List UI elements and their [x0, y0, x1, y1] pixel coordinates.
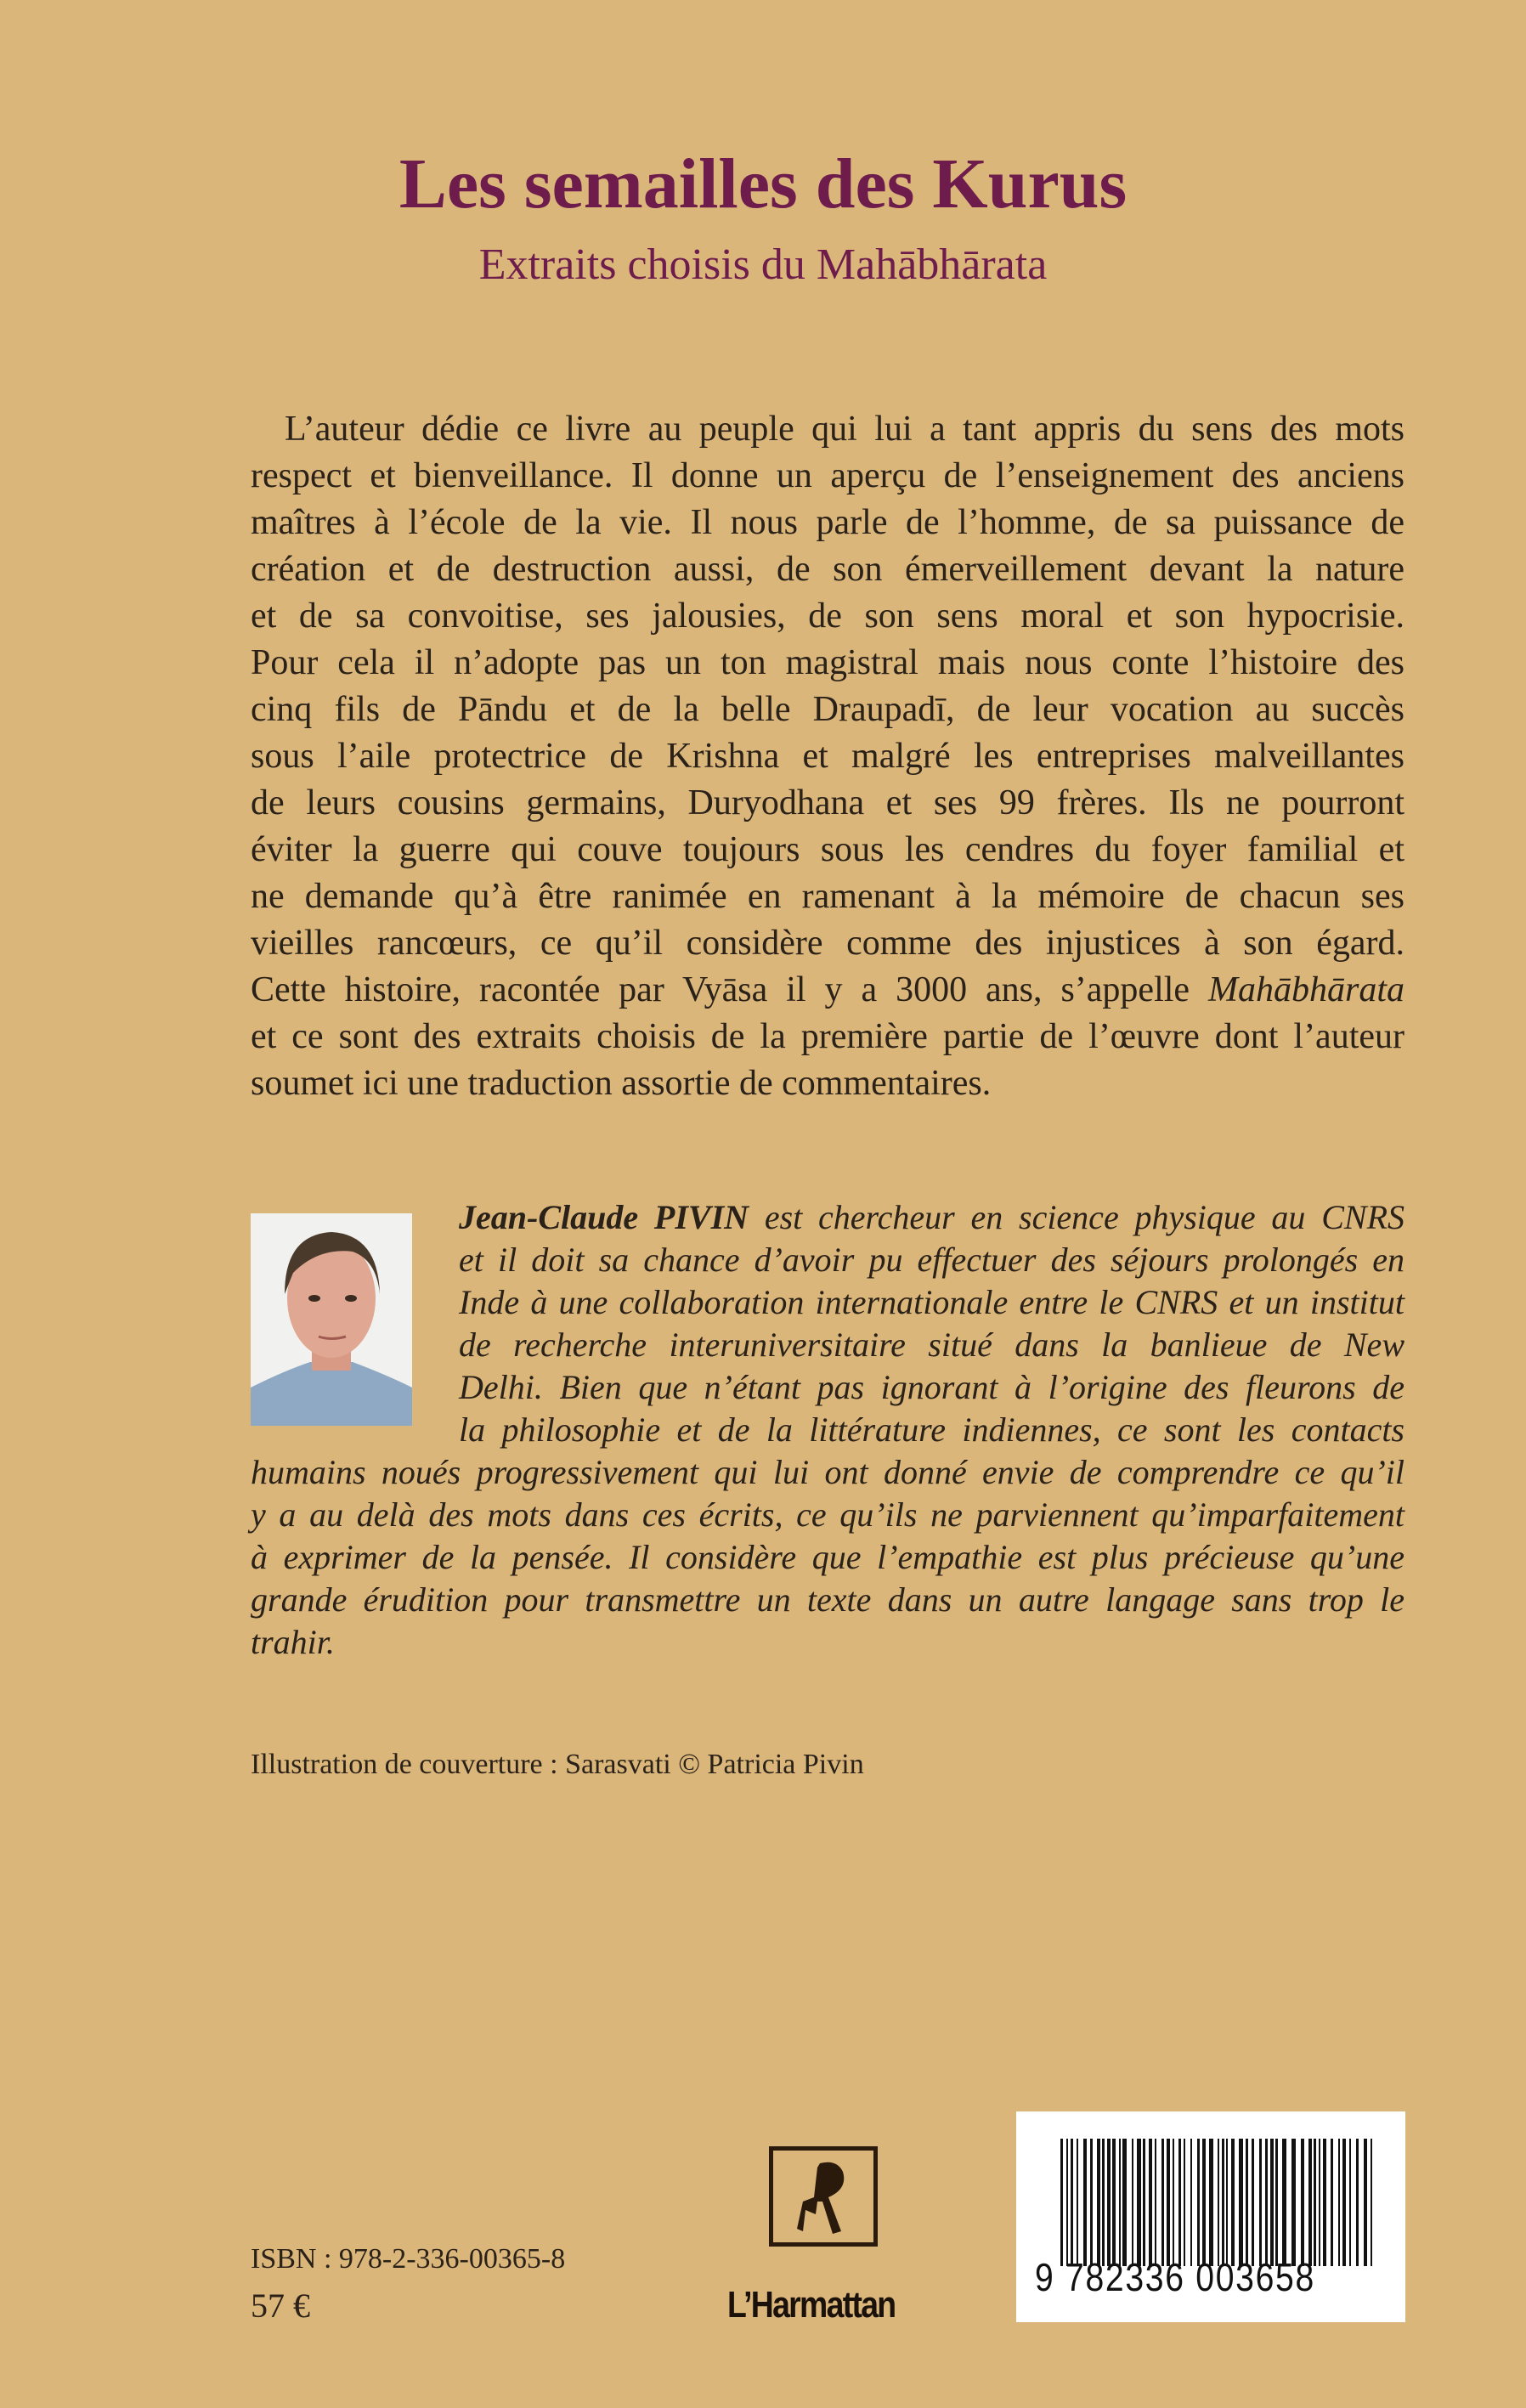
barcode-bar — [1137, 2139, 1141, 2266]
bio-line: de recherche interuniversitaire situé dans la banlieue de New — [459, 1326, 1404, 1364]
barcode-bar — [1083, 2139, 1087, 2266]
barcode-bar — [1218, 2139, 1219, 2266]
bio-line: trahir. — [251, 1623, 335, 1661]
barcode — [1016, 2111, 1405, 2322]
publisher-name: L’Harmattan — [727, 2284, 896, 2326]
barcode-bar — [1149, 2139, 1152, 2266]
bio-line: la philosophie et de la littérature indiennes, ce sont les contacts — [459, 1410, 1404, 1449]
barcode-bar — [1184, 2139, 1185, 2266]
blurb-line: de leurs cousins germains, Duryodhana et ses 99 frères. Ils ne pourront — [251, 783, 1404, 822]
blurb-line: Pour cela il n’adopte pas un ton magistral mais nous conte l’histoire des — [251, 643, 1404, 682]
barcode-bar — [1246, 2139, 1248, 2266]
bio-text: est chercheur en science physique au CNRS — [764, 1198, 1405, 1236]
barcode-bar — [1143, 2139, 1145, 2266]
barcode-bar — [1060, 2139, 1063, 2266]
barcode-bar — [1301, 2139, 1304, 2266]
bio-line: humains noués progressivement qui lui ont donné envie de comprendre ce qu’il — [251, 1453, 1404, 1491]
barcode-bar — [1314, 2139, 1316, 2266]
blurb-line: L’auteur dédie ce livre au peuple qui lui a tant appris du sens des mots — [285, 410, 1404, 449]
barcode-bar — [1270, 2139, 1274, 2266]
barcode-bar — [1066, 2139, 1068, 2266]
barcode-bar — [1190, 2139, 1192, 2266]
barcode-bar — [1107, 2139, 1111, 2266]
blurb-line: respect et bienveillance. Il donne un aperçu de l’enseignement des anciens — [251, 456, 1404, 495]
isbn: ISBN : 978-2-336-00365-8 — [251, 2243, 566, 2275]
book-title: Les semailles des Kurus — [398, 144, 1128, 223]
book-subtitle: Extraits choisis du Mahābhārata — [478, 240, 1048, 289]
author-bio — [251, 1196, 1404, 1664]
barcode-bar — [1265, 2139, 1268, 2266]
barcode-bar — [1077, 2139, 1078, 2266]
bio-line: et il doit sa chance d’avoir pu effectuer des séjours prolongés en — [459, 1241, 1404, 1279]
bio-line: grande érudition pour transmettre un texte dans un autre langage sans trop le — [251, 1580, 1404, 1619]
blurb-line: vieilles rancœurs, ce qu’il considère comme des injustices à son égard. — [251, 924, 1404, 963]
blurb-line: sous l’aile protectrice de Krishna et malgré les entreprises malveillantes — [251, 737, 1404, 776]
barcode-bar — [1323, 2139, 1326, 2266]
barcode-bar — [1090, 2139, 1093, 2266]
bio-line: Inde à une collaboration internationale entre le CNRS et un institut — [459, 1283, 1404, 1321]
blurb-line: et ce sont des extraits choisis de la première partie de l’œuvre dont l’auteur — [251, 1017, 1404, 1056]
barcode-digits: 9 782336 003658 — [1035, 2255, 1315, 2299]
blurb-text: Cette histoire, racontée par Vyāsa il y a 3000 ans, s’appelle — [251, 970, 1190, 1009]
blurb-line: ne demande qu’à être ranimée en ramenant à la mémoire de chacun ses — [251, 877, 1404, 916]
barcode-bar — [1252, 2139, 1254, 2266]
barcode-bar — [1222, 2139, 1224, 2266]
barcode-bar — [1178, 2139, 1181, 2266]
blurb-italic-title: Mahābhārata — [1208, 970, 1404, 1009]
blurb-line: maîtres à l’école de la vie. Il nous parle de l’homme, de sa puissance de — [251, 503, 1404, 542]
barcode-bar — [1371, 2139, 1372, 2266]
barcode-bar — [1356, 2139, 1359, 2266]
barcode-bar — [1167, 2139, 1170, 2266]
barcode-bar — [1197, 2139, 1200, 2266]
barcode-bar — [1071, 2139, 1073, 2266]
illustration-credit: Illustration de couverture : Sarasvati © Patricia Pivin — [251, 1749, 864, 1780]
bio-line: Delhi. Bien que n’étant pas ignorant à l’origine des fleurons de — [459, 1368, 1404, 1406]
barcode-bar — [1132, 2139, 1133, 2266]
barcode-bar — [1112, 2139, 1116, 2266]
barcode-bar — [1173, 2139, 1174, 2266]
blurb-line: création et de destruction aussi, de son émerveillement devant la nature — [251, 550, 1404, 589]
barcode-bar — [1349, 2139, 1351, 2266]
barcode-bar — [1097, 2139, 1100, 2266]
barcode-bar — [1291, 2139, 1296, 2266]
barcode-bar — [1338, 2139, 1340, 2266]
barcode-bar — [1331, 2139, 1333, 2266]
barcode-bar — [1364, 2139, 1367, 2266]
bio-line: y a au delà des mots dans ces écrits, ce qu’ils ne parviennent qu’imparfaitement — [251, 1495, 1404, 1534]
barcode-bar — [1231, 2139, 1235, 2266]
barcode-bar — [1342, 2139, 1346, 2266]
barcode-bar — [1102, 2139, 1105, 2266]
barcode-bar — [1122, 2139, 1127, 2266]
barcode-bar — [1202, 2139, 1206, 2266]
blurb-line: et de sa convoitise, ses jalousies, de son sens moral et son hypocrisie. — [251, 596, 1404, 636]
barcode-bar — [1155, 2139, 1156, 2266]
barcode-bar — [1282, 2139, 1286, 2266]
author-name: Jean-Claude PIVIN — [459, 1198, 749, 1236]
barcode-bar — [1209, 2139, 1213, 2266]
barcode-bar — [1161, 2139, 1164, 2266]
blurb-line — [251, 967, 1404, 1014]
barcode-bar — [1226, 2139, 1228, 2266]
barcode-bar — [1119, 2139, 1121, 2266]
blurb-line: éviter la guerre qui couve toujours sous les cendres du foyer familial et — [251, 830, 1404, 869]
bio-line — [459, 1196, 1404, 1239]
blurb-line: cinq fils de Pāndu et de la belle Draupadī, de leur vocation au succès — [251, 690, 1404, 729]
barcode-bar — [1259, 2139, 1262, 2266]
barcode-bar — [1239, 2139, 1243, 2266]
price: 57 € — [251, 2286, 310, 2325]
barcode-bar — [1308, 2139, 1312, 2266]
barcode-bar — [1275, 2139, 1278, 2266]
bio-line: à exprimer de la pensée. Il considère que l’empathie est plus précieuse qu’une — [251, 1538, 1404, 1576]
blurb-line: soumet ici une traduction assortie de commentaires. — [251, 1064, 992, 1103]
publisher-logo-icon — [769, 2146, 878, 2247]
barcode-bar — [1319, 2139, 1320, 2266]
blurb — [251, 406, 1404, 1107]
